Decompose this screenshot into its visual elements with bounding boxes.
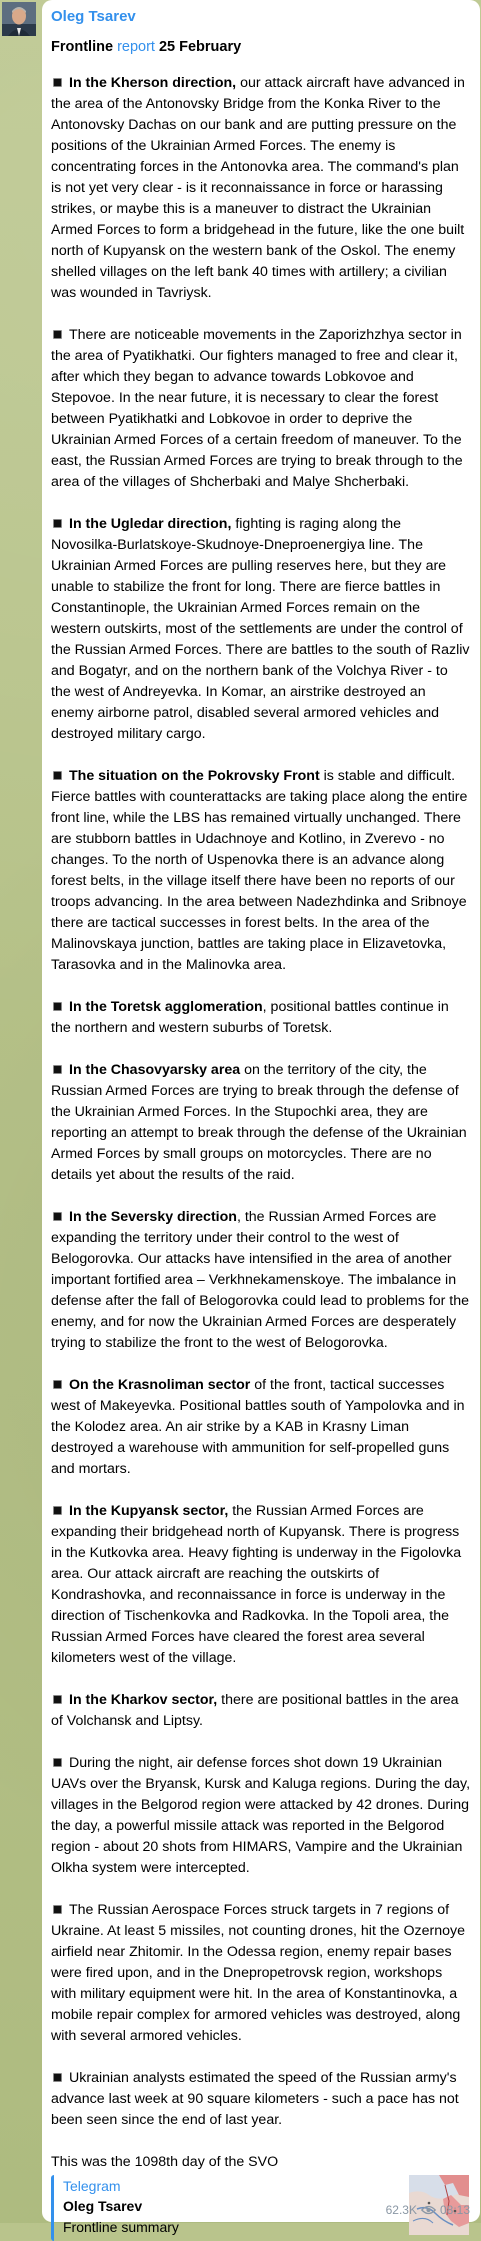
paragraph-air-defense <box>51 1753 471 1879</box>
black-square-icon <box>53 78 62 87</box>
message-time: 08:13 <box>439 2203 470 2217</box>
paragraph-lead: In the Kharkov sector, <box>69 1692 218 1708</box>
paragraph-chasovyarsky <box>51 1060 471 1186</box>
paragraph-text: on the territory of the city, the Russian Armed Forces are trying to break through the defense of the Ukrainian Armed Forces. In the Stupochki area, they are reporting an attempt to break through the defense of the Ukrainian Armed Forces by small groups on motorcycles. There are no details yet about the results of the raid. <box>51 1062 467 1183</box>
view-count: 62.3K <box>385 2203 417 2217</box>
headline-date: 25 February <box>154 39 242 55</box>
paragraph-text: the Russian Armed Forces are expanding their bridgehead north of Kupyansk. There is progress in the Kutkovka area. Heavy fighting is underway in the Figolovka area. Our attack aircraft are reaching the outskirts of Kondrashovka, and reconnaissance in force is underway in the direction of Tischenkovka and Radkovka. In the Topoli area, the Russian Armed Forces have cleared the forest area several kilometers west of the village. <box>51 1503 462 1666</box>
black-square-icon <box>53 330 62 339</box>
paragraph-lead: In the Chasovyarsky area <box>69 1062 241 1078</box>
paragraph-lead: In the Kherson direction, <box>69 75 237 91</box>
paragraph-lead: In the Seversky direction <box>69 1209 237 1225</box>
report-link[interactable]: report <box>117 39 155 55</box>
black-square-icon <box>53 1002 62 1011</box>
sender-name[interactable]: Oleg Tsarev <box>51 8 136 25</box>
paragraph-seversky <box>51 1207 471 1354</box>
paragraph-krasnoliman <box>51 1375 471 1480</box>
black-square-icon <box>53 1380 62 1389</box>
preview-description: Frontline summary <box>63 2219 179 2235</box>
black-square-icon <box>53 1506 62 1515</box>
black-square-icon <box>53 1758 62 1767</box>
message-meta <box>386 2203 470 2217</box>
paragraph-kharkov <box>51 1690 471 1732</box>
avatar-photo-icon <box>2 2 36 36</box>
paragraph-text: , the Russian Armed Forces are expanding the territory under their control to the west of Belogorovka. Our attacks have intensified in the area of another important fortified area – Verkhnekamenskoye. The imbalance in defense after the fall of Belogorovka could lead to problems for the enemy, and for now the Ukrainian Armed Forces are desperately trying to stabilize the front to the west of Belogorovka. <box>51 1209 469 1351</box>
paragraph-zaporizhzhya <box>51 325 471 493</box>
paragraph-text: During the night, air defense forces shot down 19 Ukrainian UAVs over the Bryansk, Kursk and Kaluga regions. During the day, villages in the Belgorod region were attacked by 42 drones. During the day, a powerful missile attack was reported in the Belgorod region - about 20 shots from HIMARS, Vampire and the Ukrainian Olkha system were intercepted. <box>51 1755 471 1876</box>
paragraph-lead: In the Ugledar direction, <box>69 516 232 532</box>
paragraph-text: , positional battles continue in the northern and western suburbs of Toretsk. <box>51 999 449 1036</box>
preview-title: Oleg Tsarev <box>63 2198 143 2214</box>
paragraph-text: fighting is raging along the Novosilka-Burlatskoye-Skudnoye-Dneproenergiya line. The Ukrainian Armed Forces are pulling reserves here, but they are unable to stabilize the front for long. There are fierce battles in Constantinople, the Ukrainian Armed Forces remain on the western outskirts, most of the settlements are under the control of the Russian Armed Forces. There are battles to the south of Razliv and Bogatyr, and on the northern bank of the Volchya River - to the west of Andreyevka. In Komar, an airstrike destroyed an enemy airborne patrol, disabled several armored vehicles and destroyed military cargo. <box>51 516 470 742</box>
paragraph-kherson <box>51 73 471 304</box>
paragraph-analysts <box>51 2068 471 2131</box>
eye-icon <box>421 2205 436 2215</box>
paragraph-text: Ukrainian analysts estimated the speed of the Russian army's advance last week at 90 square kilometers - such a pace has not been seen since the end of last year. <box>51 2070 459 2128</box>
avatar[interactable] <box>2 2 36 36</box>
preview-site-name: Telegram <box>63 2178 121 2194</box>
paragraph-aerospace-forces <box>51 1900 471 2047</box>
paragraph-lead: In the Toretsk agglomeration <box>69 999 263 1015</box>
paragraph-ugledar <box>51 514 471 745</box>
black-square-icon <box>53 2073 62 2082</box>
paragraph-text: The Russian Aerospace Forces struck targets in 7 regions of Ukraine. At least 5 missiles, not counting drones, hit the Ozernoye airfield near Zhitomir. In the Odessa region, enemy repair bases were fired upon, and in the Dnepropetrovsk region, workshops with military equipment were hit. In the area of Konstantinovka, a mobile repair complex for armored vehicles was destroyed, along with several armored vehicles. <box>51 1902 466 2044</box>
paragraph-lead: In the Kupyansk sector, <box>69 1503 229 1519</box>
black-square-icon <box>53 1212 62 1221</box>
paragraph-text: is stable and difficult. Fierce battles with counterattacks are taking place along the entire front line, while the LBS has remained virtually unchanged. There are stubborn battles in Udachnoye and Kotlino, in Zverevo - no changes. To the north of Uspenovka there is an advance along forest belts, in the village itself there have been no reports of our troops advancing. In the area between Nadezhdinka and Sribnoye there are tactical successes in forest belts. In the area of the Malinovskaya junction, battles are taking place in Elizavetovka, Tarasovka and in the Malinovka area. <box>51 768 468 973</box>
headline-prefix: Frontline <box>51 39 118 55</box>
paragraph-text: our attack aircraft have advanced in the area of the Antonovsky Bridge from the Konka River to the Antonovsky Dachas on our bank and are putting pressure on the positions of the Ukrainian Armed Forces. The enemy is concentrating forces in the Antonovka area. The command's plan is not yet very clear - is it reconnaissance in force or harassing strikes, or maybe this is a maneuver to distract the Ukrainian Armed Forces to form a bridgehead in the future, like the one built north of Kupyansk on the western bank of the Oskol. The enemy shelled villages on the left bank 40 times with artillery; a civilian was wounded in Tavriysk. <box>51 75 465 301</box>
paragraph-text: there are positional battles in the area of Volchansk and Liptsy. <box>51 1692 459 1729</box>
paragraph-text: of the front, tactical successes west of Makeyevka. Positional battles south of Yampolovka and in the Kolodez area. An air strike by a KAB in Krasny Liman destroyed a warehouse with ammunition for self-propelled guns and mortars. <box>51 1377 465 1477</box>
paragraph-lead: On the Krasnoliman sector <box>69 1377 251 1393</box>
black-square-icon <box>53 1905 62 1914</box>
black-square-icon <box>53 1065 62 1074</box>
paragraph-text: There are noticeable movements in the Zaporizhzhya sector in the area of Pyatikhatki. Our fighters managed to free and clear it, after which they began to advance towards Lobkovoe and Stepovoe. In the near future, it is necessary to clear the forest between Pyatikhatki and Lobkovoe in order to deprive the Ukrainian Armed Forces of a certain freedom of maneuver. To the east, the Russian Armed Forces are trying to break through to the area of the villages of Shcherbaki and Malye Shcherbaki. <box>51 327 463 490</box>
paragraph-kupyansk <box>51 1501 471 1669</box>
closing-line: This was the 1098th day of the SVO <box>51 2154 279 2170</box>
black-square-icon <box>53 1695 62 1704</box>
paragraph-toretsk <box>51 997 471 1039</box>
black-square-icon <box>53 519 62 528</box>
black-square-icon <box>53 771 62 780</box>
post-headline <box>51 37 471 57</box>
paragraph-lead: The situation on the Pokrovsky Front <box>69 768 320 784</box>
paragraph-pokrovsky <box>51 766 471 976</box>
message-bubble[interactable] <box>42 0 480 2235</box>
